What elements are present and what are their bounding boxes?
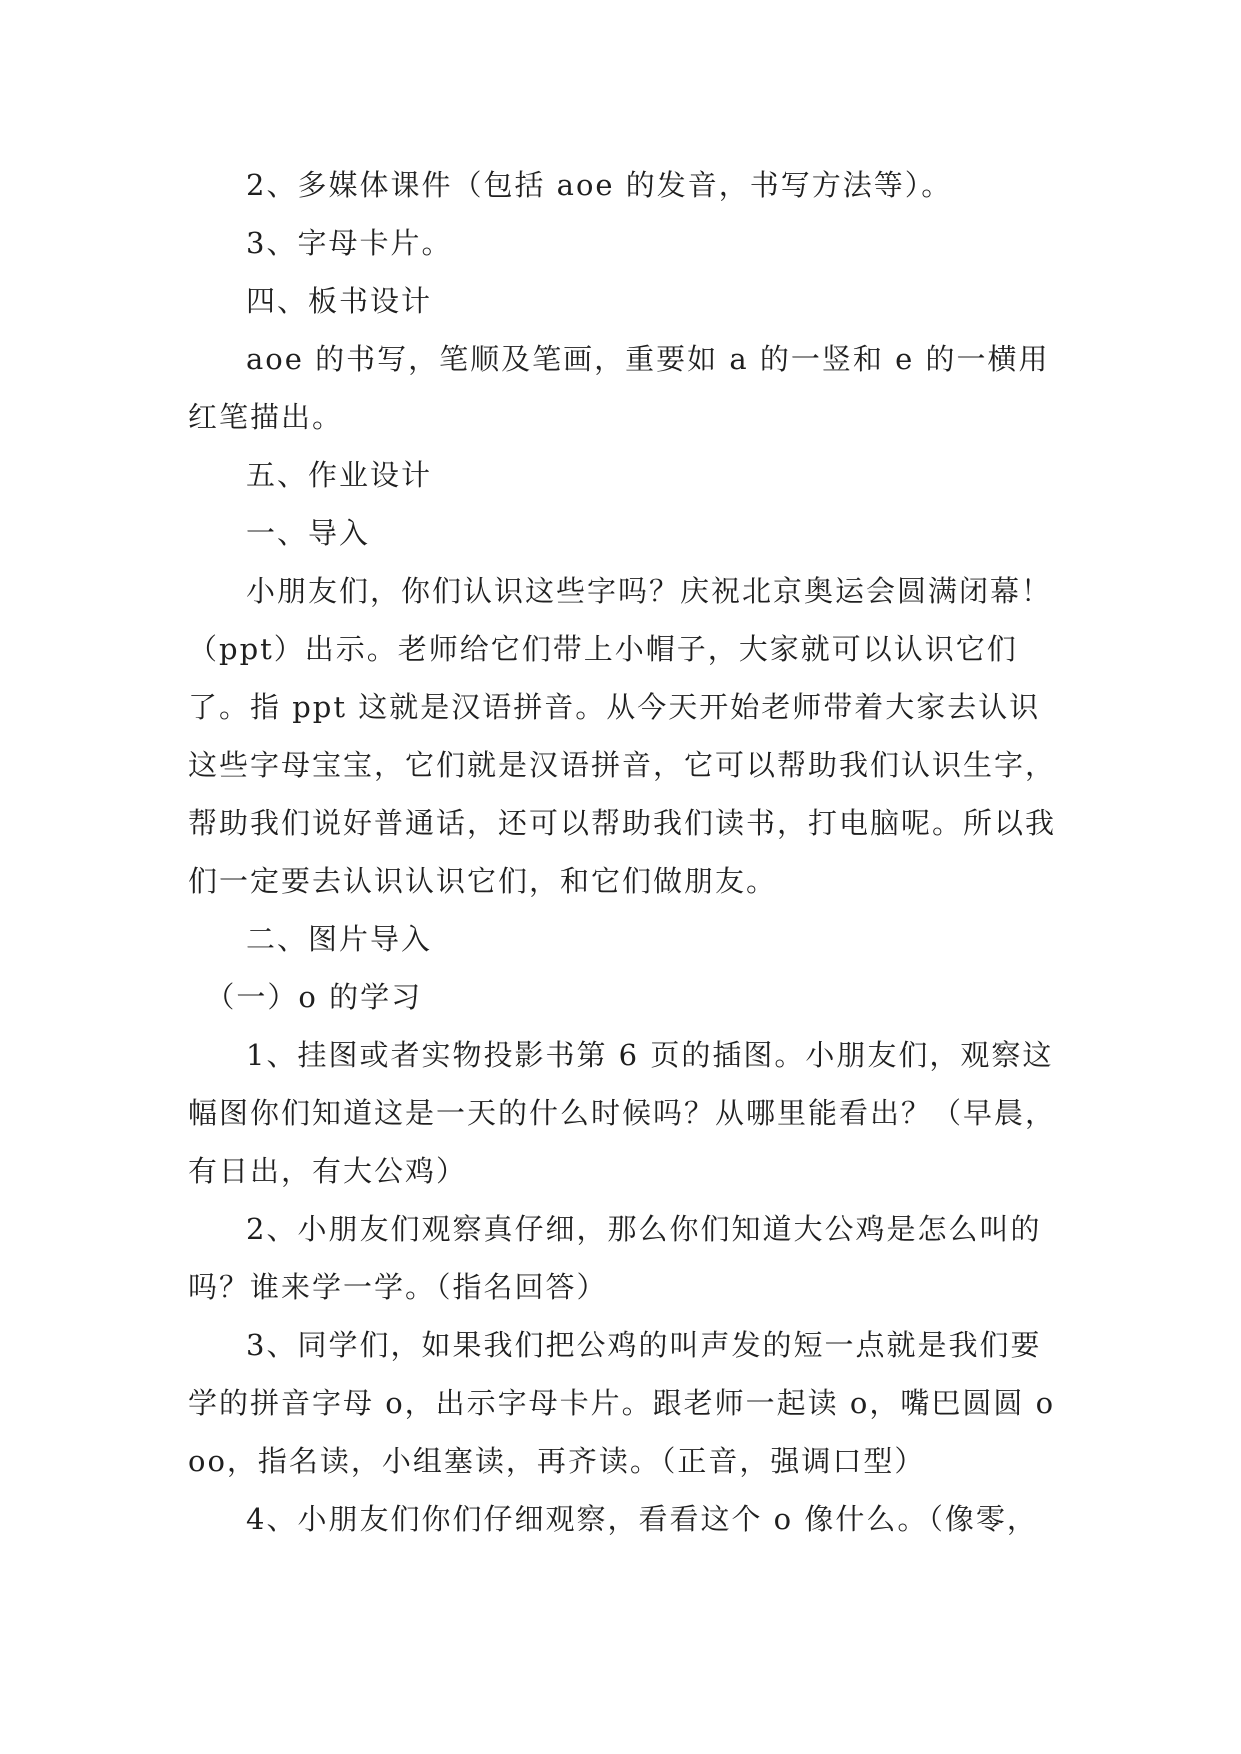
heading-introduction: 一、导入 — [246, 516, 371, 550]
paragraph-step-3: 3、同学们，如果我们把公鸡的叫声发的短一点就是我们要学的拼音字母 o，出示字母卡片。跟老师一起读 o，嘴巴圆圆 ooo，指名读，小组塞读，再齐读。（正音，强调口型） — [188, 1328, 1056, 1478]
paragraph-board-design: aoe 的书写，笔顺及笔画，重要如 a 的一竖和 e 的一横用红笔描出。 — [188, 342, 1050, 434]
paragraph-step-1: 1、挂图或者实物投影书第 6 页的插图。小朋友们，观察这幅图你们知道这是一天的什么时候吗？从哪里能看出？（早晨，有日出，有大公鸡） — [188, 1038, 1057, 1188]
heading-picture-introduction: 二、图片导入 — [246, 922, 433, 956]
paragraph-introduction: 小朋友们，你们认识这些字吗？庆祝北京奥运会圆满闭幕！（ppt）出示。老师给它们带上小帽子，大家就可以认识它们了。指 ppt 这就是汉语拼音。从今天开始老师带着大家去认识这些字母宝宝，它们就是汉语拼音，它可以帮助我们认识生字，帮助我们说好普通话，还可以帮助我们读书，打电脑呢。所以我们一定要去认识认识它们，和它们做朋友。 — [188, 574, 1057, 898]
heading-board-design: 四、板书设计 — [246, 284, 433, 318]
heading-homework-design: 五、作业设计 — [246, 458, 433, 492]
document-page — [188, 156, 1068, 1548]
heading-learning-o: （一）o 的学习 — [205, 980, 423, 1014]
paragraph-step-2: 2、小朋友们观察真仔细，那么你们知道大公鸡是怎么叫的吗？谁来学一学。（指名回答） — [188, 1212, 1042, 1304]
paragraph-materials-multimedia: 2、多媒体课件（包括 aoe 的发音，书写方法等）。 — [246, 168, 953, 202]
paragraph-materials-cards: 3、字母卡片。 — [246, 226, 453, 260]
paragraph-step-4: 4、小朋友们你们仔细观察，看看这个 o 像什么。（像零， — [246, 1502, 1038, 1536]
